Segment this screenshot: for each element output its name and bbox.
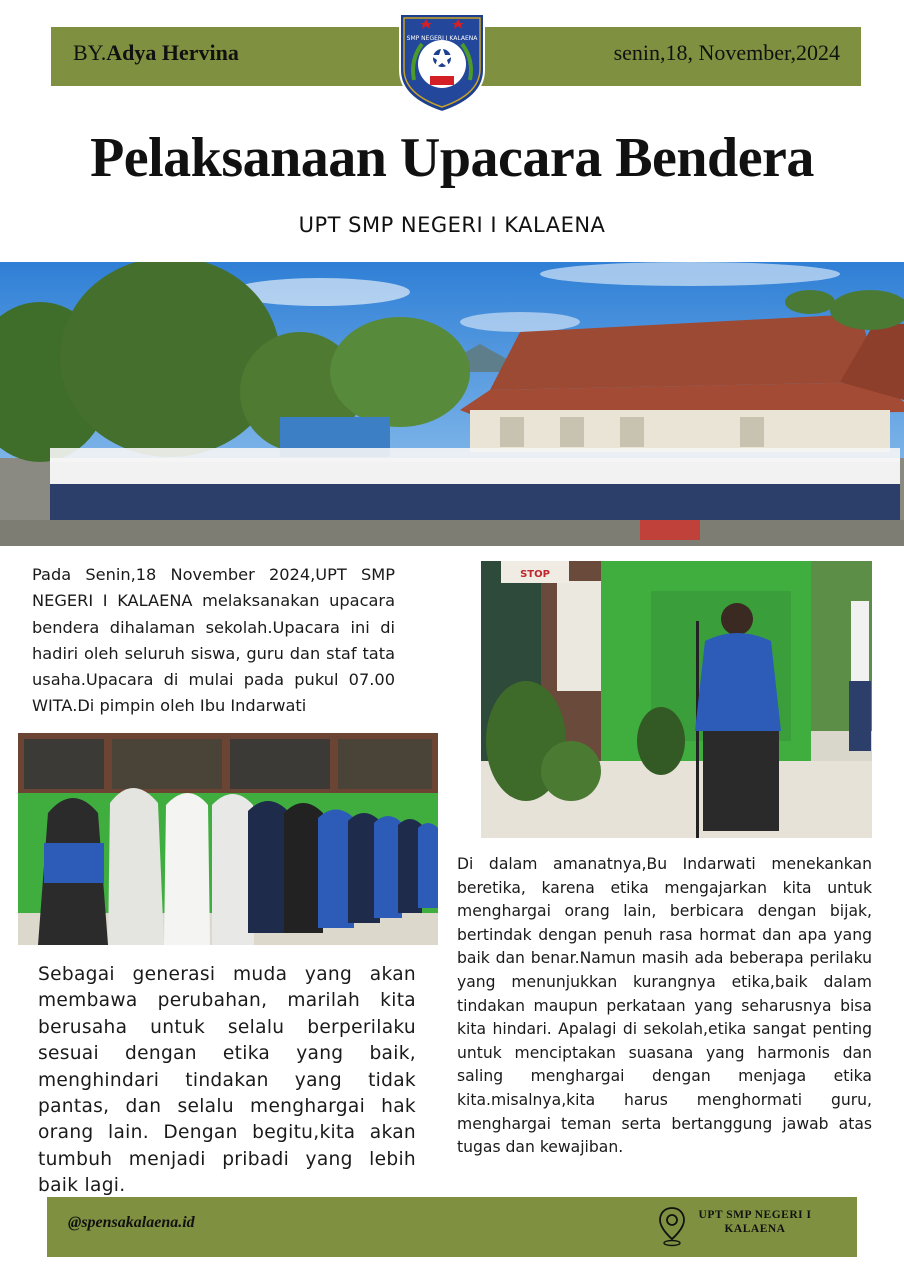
author-prefix: BY. [73,40,107,65]
logo-text: SMP NEGERI I KALAENA [406,35,478,42]
amanat-paragraph: Di dalam amanatnya,Bu Indarwati menekankan beretika, karena etika mengajarkan kita untuk menghargai orang lain, berbicara dengan bijak, bertindak dengan penuh rasa hormat dan apa yang baik dan benar.Namun masih ada beberapa perilaku yang menunjukkan kurangnya etika,baik dalam tindakan maupun perkataan yang seharusnya bisa kita hindari. Apalagi di sekolah,etika sangat penting untuk menciptakan suasana yang harmonis dan saling menghargai dengan menjaga etika kita.misalnya,kita harus menghormati guru, menghargai teman serta bertanggung jawab atas tugas dan kewajiban. [457,855,872,1157]
closing-paragraph: Sebagai generasi muda yang akan membawa perubahan, marilah kita berusaha untuk selalu berperilaku sesuai dengan etika yang baik, menghindari tindakan yang tidak pantas, dan selalu menghargai hak orang lain. Dengan begitu,kita akan tumbuh menjadi pribadi yang lebih baik lagi. [38,964,416,1197]
page-subtitle: UPT SMP NEGERI I KALAENA [298,213,606,237]
footer-location-line2: KALAENA [724,1223,786,1235]
social-handle: @spensakalaena.id [68,1214,195,1231]
publish-date: senin,18, November,2024 [613,40,840,65]
speaker-photo [481,561,872,838]
photo-sign-text: STOP [520,569,550,580]
page-title: Pelaksanaan Upacara Bendera [90,127,814,189]
participants-photo [18,733,438,945]
author-byline [73,40,239,66]
intro-paragraph: Pada Senin,18 November 2024,UPT SMP NEGERI I KALAENA melaksanakan upacara bendera dihalaman sekolah.Upacara ini di hadiri oleh seluruh siswa, guru dan staf tata usaha.Upacara di mulai pada pukul 07.00 WITA.Di pimpin oleh Ibu Indarwati [32,565,395,716]
footer-location [690,1208,820,1236]
author-name: Adya Hervina [106,40,239,65]
map-pin-icon [658,1205,686,1247]
school-logo [396,10,488,114]
ceremony-banner-photo [0,262,904,546]
footer-location-line1: UPT SMP NEGERI I [698,1209,812,1221]
